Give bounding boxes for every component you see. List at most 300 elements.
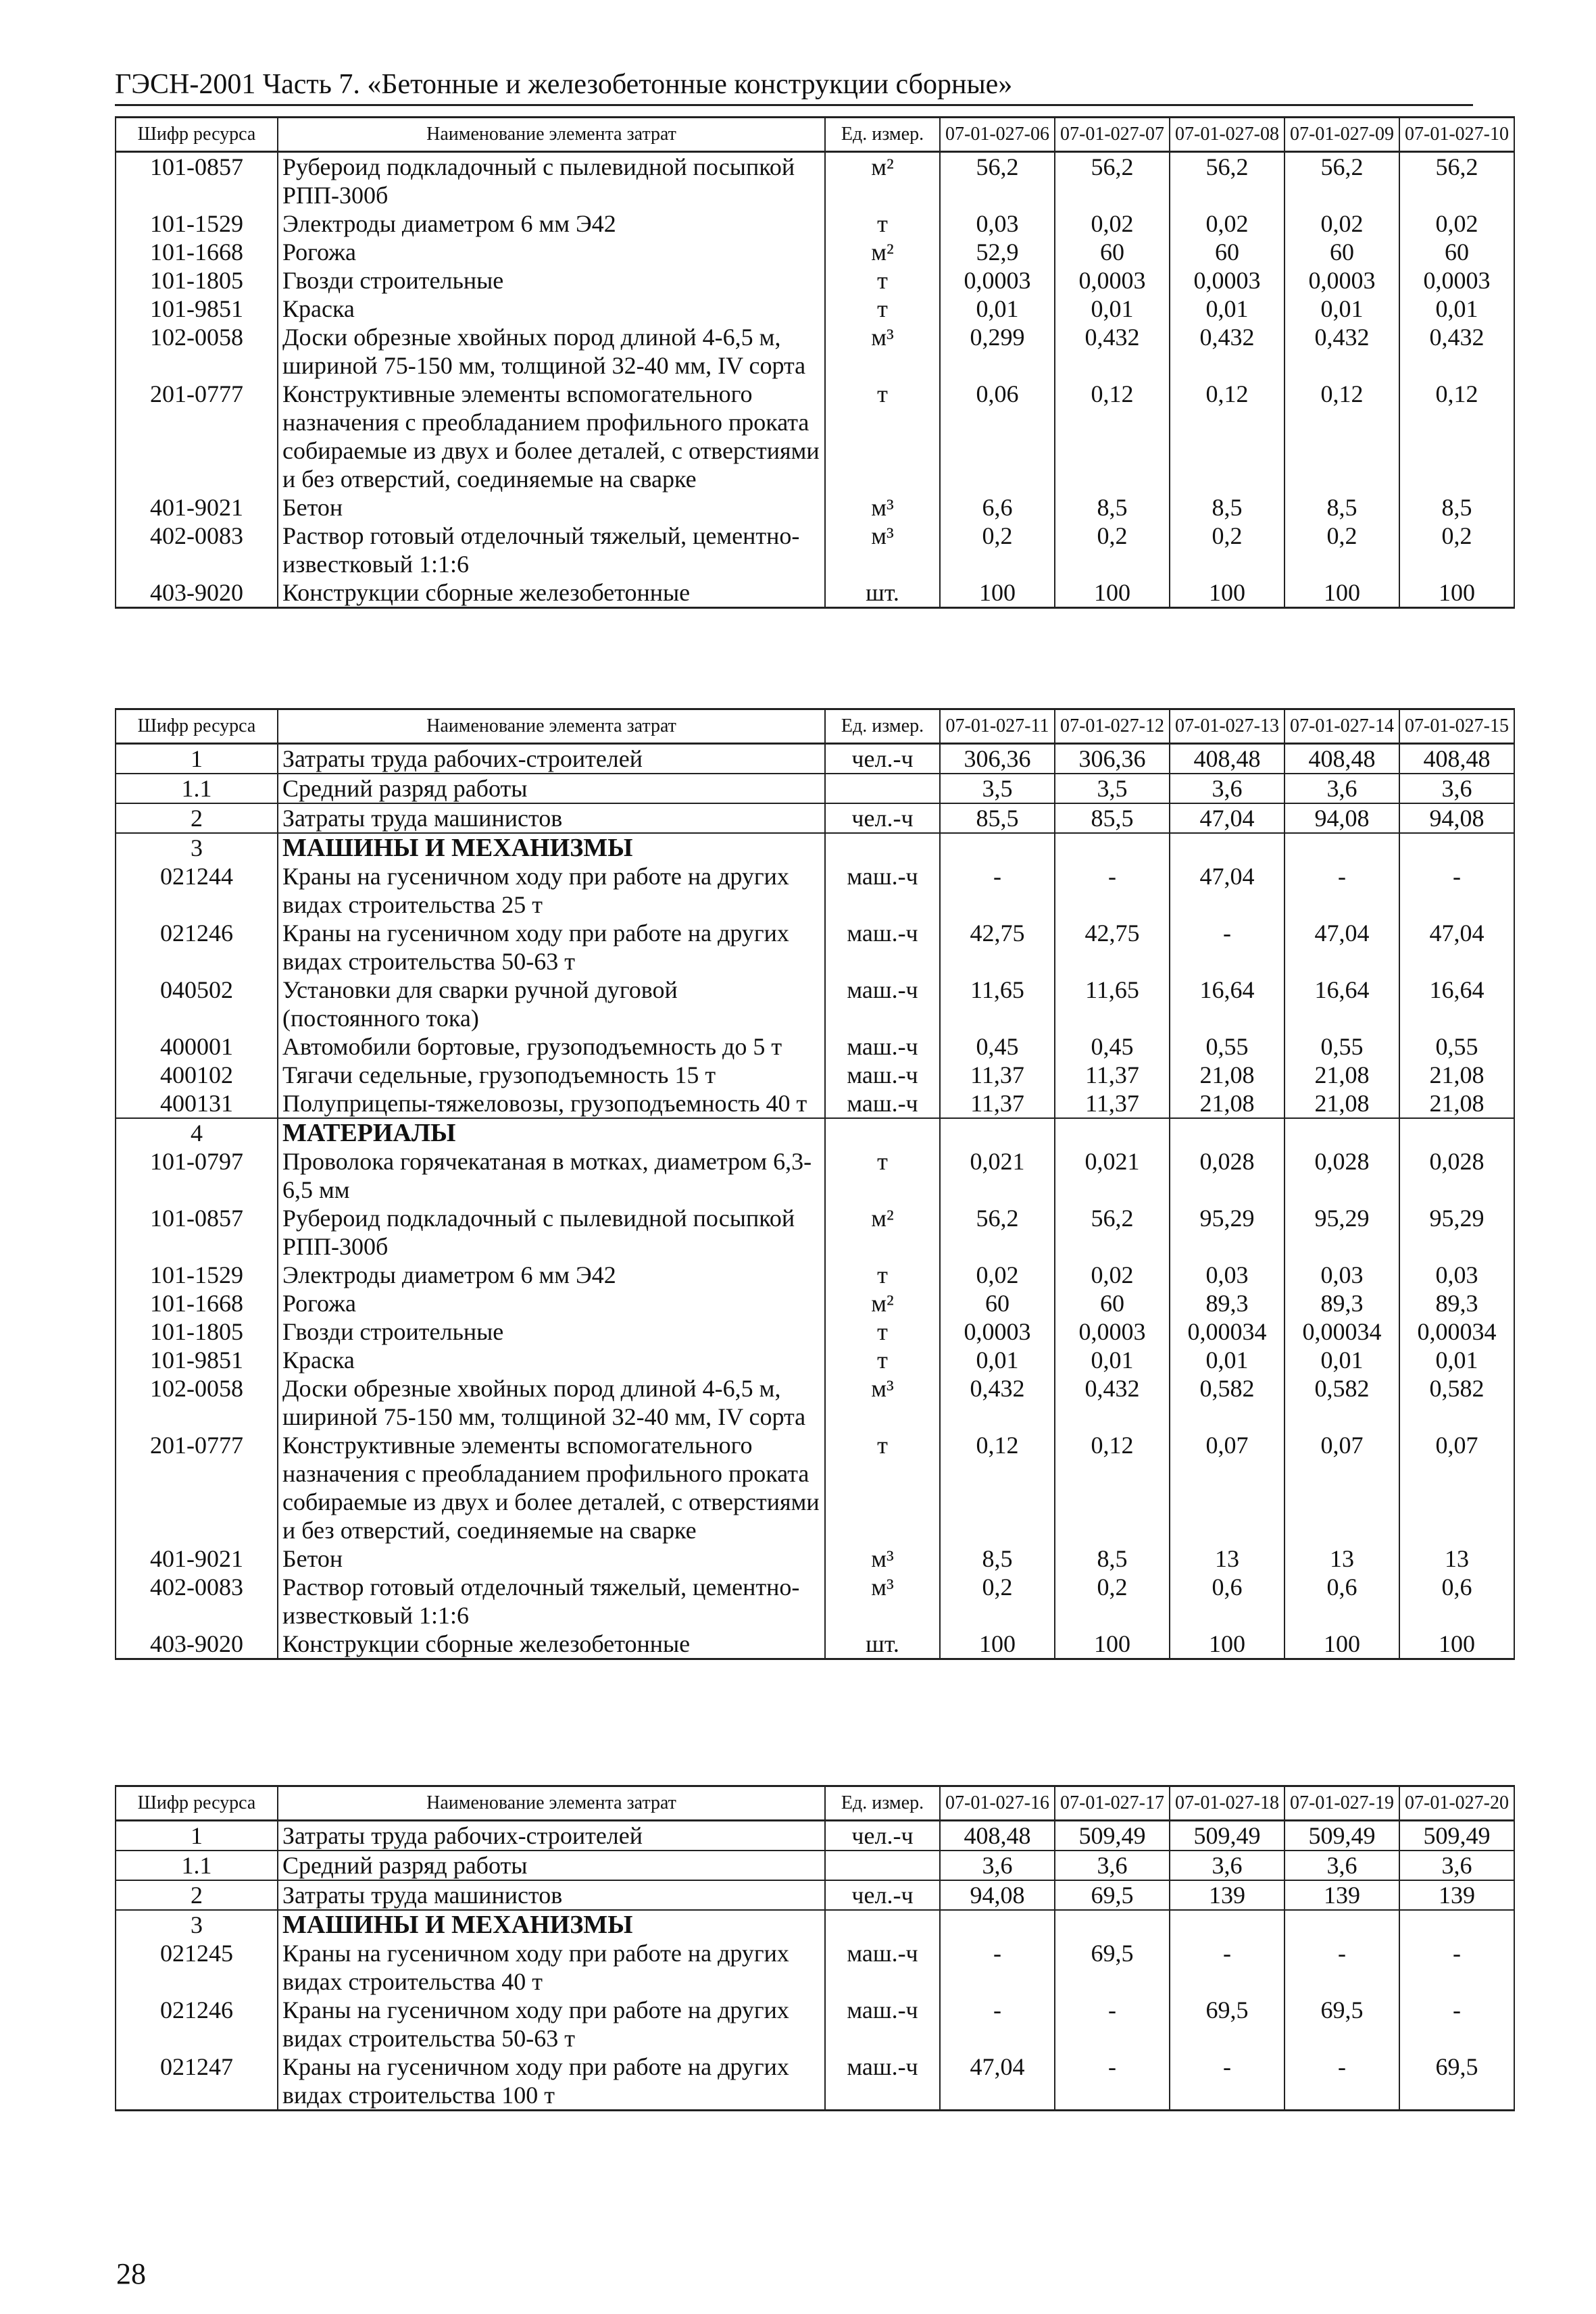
table-row — [116, 1374, 1514, 1431]
norm-value: 0,02 — [1055, 209, 1170, 238]
resource-unit: м² — [825, 1289, 940, 1317]
resource-name: Затраты труда машинистов — [278, 1880, 825, 1910]
norm-value: 0,299 — [940, 323, 1055, 380]
header-norm-code: 07-01-027-20 — [1399, 1786, 1514, 1821]
norm-value: 3,6 — [1399, 1851, 1514, 1880]
header-code: Шифр ресурса — [116, 709, 278, 744]
section-row — [116, 1118, 1514, 1147]
norm-value: 0,01 — [940, 295, 1055, 323]
header-row — [116, 709, 1514, 744]
resource-unit — [825, 1851, 940, 1880]
norm-value: 0,01 — [1285, 295, 1399, 323]
norm-value: 0,00034 — [1170, 1317, 1285, 1346]
norm-value: 0,55 — [1399, 1032, 1514, 1061]
resource-name: Затраты труда рабочих-строителей — [278, 744, 825, 774]
norm-value: - — [1399, 862, 1514, 919]
resource-unit: т — [825, 266, 940, 295]
norm-value: 0,01 — [940, 1346, 1055, 1374]
resource-unit: т — [825, 209, 940, 238]
norm-value: 3,6 — [1285, 1851, 1399, 1880]
norm-value: 0,03 — [1285, 1261, 1399, 1289]
norm-value: 100 — [1399, 578, 1514, 608]
norm-value: 100 — [940, 578, 1055, 608]
header-name: Наименование элемента затрат — [278, 1786, 825, 1821]
resource-name: Затраты труда рабочих-строителей — [278, 1821, 825, 1851]
resource-unit: шт. — [825, 1630, 940, 1659]
table-row — [116, 1880, 1514, 1910]
norm-value: 11,65 — [940, 976, 1055, 1032]
table-row — [116, 1431, 1514, 1544]
table-row — [116, 1939, 1514, 1996]
norm-value: 3,6 — [1399, 774, 1514, 803]
norm-value: 0,432 — [940, 1374, 1055, 1431]
resource-name: Рогожа — [278, 238, 825, 266]
norm-value — [1055, 1118, 1170, 1147]
norm-value: 0,55 — [1285, 1032, 1399, 1061]
table-row — [116, 774, 1514, 803]
header-code: Шифр ресурса — [116, 1786, 278, 1821]
norm-value: 0,12 — [1285, 380, 1399, 493]
norm-value — [1399, 1910, 1514, 1939]
resource-code: 1.1 — [116, 1851, 278, 1880]
resource-code: 102-0058 — [116, 1374, 278, 1431]
norm-value: 0,028 — [1170, 1147, 1285, 1204]
norm-value: 69,5 — [1285, 1996, 1399, 2053]
header-unit: Ед. измер. — [825, 709, 940, 744]
norm-value: 0,06 — [940, 380, 1055, 493]
header-norm-code: 07-01-027-15 — [1399, 709, 1514, 744]
resource-unit: чел.-ч — [825, 1821, 940, 1851]
norm-value: 139 — [1399, 1880, 1514, 1910]
norm-value: 47,04 — [1285, 919, 1399, 976]
resource-unit: т — [825, 1346, 940, 1374]
resource-code: 400102 — [116, 1061, 278, 1089]
norm-value: 0,432 — [1285, 323, 1399, 380]
resource-code: 403-9020 — [116, 578, 278, 608]
table-row — [116, 1346, 1514, 1374]
norm-value: - — [1399, 1939, 1514, 1996]
norm-value: 89,3 — [1285, 1289, 1399, 1317]
resource-unit: т — [825, 1431, 940, 1544]
norm-value: 47,04 — [1170, 803, 1285, 833]
norm-value: 0,2 — [940, 1573, 1055, 1630]
resource-name: Краска — [278, 1346, 825, 1374]
norm-value: 100 — [1170, 1630, 1285, 1659]
norm-value: 0,432 — [1170, 323, 1285, 380]
header-unit: Ед. измер. — [825, 1786, 940, 1821]
norm-value: 509,49 — [1170, 1821, 1285, 1851]
norm-value: 0,01 — [1285, 1346, 1399, 1374]
resource-code: 040502 — [116, 976, 278, 1032]
resource-name: Краны на гусеничном ходу при работе на других видах строительства 100 т — [278, 2053, 825, 2111]
norm-value: 3,6 — [1170, 774, 1285, 803]
norm-value: 0,0003 — [1055, 1317, 1170, 1346]
norm-value: 16,64 — [1285, 976, 1399, 1032]
table-row — [116, 1089, 1514, 1118]
norm-value: - — [940, 1996, 1055, 2053]
resource-name: Гвозди строительные — [278, 1317, 825, 1346]
norm-value: 60 — [1170, 238, 1285, 266]
table-row — [116, 976, 1514, 1032]
header-norm-code: 07-01-027-12 — [1055, 709, 1170, 744]
norm-value: 0,45 — [1055, 1032, 1170, 1061]
resource-unit: м³ — [825, 493, 940, 522]
header-norm-code: 07-01-027-13 — [1170, 709, 1285, 744]
norm-value: 408,48 — [1285, 744, 1399, 774]
norm-value: 100 — [1055, 1630, 1170, 1659]
norm-value: 100 — [1399, 1630, 1514, 1659]
header-norm-code: 07-01-027-14 — [1285, 709, 1399, 744]
norm-value: 306,36 — [940, 744, 1055, 774]
norm-value: 0,12 — [1055, 1431, 1170, 1544]
resource-name: Бетон — [278, 1544, 825, 1573]
norm-value: 8,5 — [1055, 493, 1170, 522]
norm-value — [1399, 833, 1514, 862]
resource-code: 101-0857 — [116, 1204, 278, 1261]
norm-value: 3,6 — [940, 1851, 1055, 1880]
norm-value — [1170, 1910, 1285, 1939]
norm-value: 408,48 — [1399, 744, 1514, 774]
resource-name: Электроды диаметром 6 мм Э42 — [278, 1261, 825, 1289]
norm-value: 0,02 — [1285, 209, 1399, 238]
norm-value: 139 — [1285, 1880, 1399, 1910]
table-row — [116, 1821, 1514, 1851]
norm-value: 100 — [1170, 578, 1285, 608]
norm-value: 56,2 — [1055, 1204, 1170, 1261]
table-row — [116, 266, 1514, 295]
norm-value: 0,45 — [940, 1032, 1055, 1061]
norm-value: 0,0003 — [1285, 266, 1399, 295]
header-row — [116, 118, 1514, 152]
norm-value: 0,03 — [1170, 1261, 1285, 1289]
norm-value: 0,02 — [1055, 1261, 1170, 1289]
resource-code: 4 — [116, 1118, 278, 1147]
resource-code: 2 — [116, 1880, 278, 1910]
norm-value: 89,3 — [1399, 1289, 1514, 1317]
norm-value: 0,021 — [1055, 1147, 1170, 1204]
norm-value: 0,01 — [1055, 1346, 1170, 1374]
norm-table-2 — [115, 708, 1515, 1660]
resource-name: Средний разряд работы — [278, 1851, 825, 1880]
norm-value: 0,6 — [1170, 1573, 1285, 1630]
resource-name: Конструктивные элементы вспомогательного назначения с преобладанием профильного проката собираемые из двух и более деталей, с отверстиями и без отверстий, соединяемые на сварке — [278, 1431, 825, 1544]
resource-name: Раствор готовый отделочный тяжелый, цементно-известковый 1:1:6 — [278, 522, 825, 578]
norm-value — [940, 1118, 1055, 1147]
resource-name: Доски обрезные хвойных пород длиной 4-6,5 м, шириной 75-150 мм, толщиной 32-40 мм, IV сорта — [278, 323, 825, 380]
resource-name: Проволока горячекатаная в мотках, диаметром 6,3-6,5 мм — [278, 1147, 825, 1204]
table-row — [116, 380, 1514, 493]
norm-value: - — [1055, 1996, 1170, 2053]
resource-unit — [825, 774, 940, 803]
norm-value: 408,48 — [940, 1821, 1055, 1851]
norm-value: 0,07 — [1399, 1431, 1514, 1544]
resource-code: 400131 — [116, 1089, 278, 1118]
resource-name: МАШИНЫ И МЕХАНИЗМЫ — [278, 833, 825, 862]
norm-value: 8,5 — [1285, 493, 1399, 522]
norm-value: 0,12 — [1399, 380, 1514, 493]
norm-value: 94,08 — [940, 1880, 1055, 1910]
norm-value: 0,03 — [1399, 1261, 1514, 1289]
norm-value: 60 — [1055, 1289, 1170, 1317]
norm-table-3 — [115, 1785, 1515, 2111]
table-row — [116, 1996, 1514, 2053]
norm-value: 8,5 — [1055, 1544, 1170, 1573]
norm-value: 0,0003 — [940, 1317, 1055, 1346]
norm-value: 100 — [1285, 1630, 1399, 1659]
resource-code: 021246 — [116, 919, 278, 976]
resource-unit: маш.-ч — [825, 1061, 940, 1089]
resource-code: 101-1805 — [116, 1317, 278, 1346]
table-row — [116, 1147, 1514, 1204]
norm-value: 509,49 — [1285, 1821, 1399, 1851]
resource-code: 2 — [116, 803, 278, 833]
resource-name: Краны на гусеничном ходу при работе на других видах строительства 50-63 т — [278, 1996, 825, 2053]
norm-value: 16,64 — [1399, 976, 1514, 1032]
norm-value — [1285, 1910, 1399, 1939]
resource-name: Средний разряд работы — [278, 774, 825, 803]
norm-value: - — [1055, 862, 1170, 919]
norm-value: 0,07 — [1285, 1431, 1399, 1544]
resource-code: 101-1668 — [116, 1289, 278, 1317]
resource-unit: маш.-ч — [825, 862, 940, 919]
norm-value: 0,582 — [1399, 1374, 1514, 1431]
norm-value — [940, 833, 1055, 862]
resource-code: 400001 — [116, 1032, 278, 1061]
section-row — [116, 833, 1514, 862]
norm-value: 3,5 — [940, 774, 1055, 803]
resource-name: Гвозди строительные — [278, 266, 825, 295]
norm-value: 0,0003 — [1055, 266, 1170, 295]
resource-unit: маш.-ч — [825, 976, 940, 1032]
norm-value: 95,29 — [1285, 1204, 1399, 1261]
norm-value — [1285, 1118, 1399, 1147]
norm-value: 100 — [1055, 578, 1170, 608]
resource-code: 101-0857 — [116, 152, 278, 210]
resource-unit: м³ — [825, 1573, 940, 1630]
norm-value: 0,01 — [1170, 1346, 1285, 1374]
norm-value: 21,08 — [1399, 1061, 1514, 1089]
table-row — [116, 862, 1514, 919]
norm-value: 60 — [1285, 238, 1399, 266]
norm-value: 509,49 — [1055, 1821, 1170, 1851]
header-norm-code: 07-01-027-09 — [1285, 118, 1399, 152]
resource-code: 201-0777 — [116, 380, 278, 493]
table-row — [116, 323, 1514, 380]
header-norm-code: 07-01-027-19 — [1285, 1786, 1399, 1821]
norm-value: 60 — [1399, 238, 1514, 266]
resource-unit: маш.-ч — [825, 1032, 940, 1061]
resource-code: 102-0058 — [116, 323, 278, 380]
norm-value: 0,02 — [1399, 209, 1514, 238]
norm-value: 13 — [1170, 1544, 1285, 1573]
resource-name: Рогожа — [278, 1289, 825, 1317]
norm-value: 56,2 — [1055, 152, 1170, 210]
norm-table-1 — [115, 116, 1515, 609]
norm-value: 8,5 — [1170, 493, 1285, 522]
norm-value: 0,0003 — [1399, 266, 1514, 295]
norm-value: 306,36 — [1055, 744, 1170, 774]
resource-code: 402-0083 — [116, 522, 278, 578]
norm-value: 21,08 — [1285, 1061, 1399, 1089]
norm-value: 11,65 — [1055, 976, 1170, 1032]
resource-unit: чел.-ч — [825, 1880, 940, 1910]
norm-value — [1285, 833, 1399, 862]
resource-code: 021246 — [116, 1996, 278, 2053]
norm-value: - — [1055, 2053, 1170, 2111]
resource-name: Автомобили бортовые, грузоподъемность до 5 т — [278, 1032, 825, 1061]
resource-code: 101-1805 — [116, 266, 278, 295]
resource-name: МАШИНЫ И МЕХАНИЗМЫ — [278, 1910, 825, 1939]
norm-value: 47,04 — [940, 2053, 1055, 2111]
norm-value: 3,6 — [1170, 1851, 1285, 1880]
norm-value: - — [1285, 2053, 1399, 2111]
resource-name: Краны на гусеничном ходу при работе на других видах строительства 50-63 т — [278, 919, 825, 976]
norm-value: 21,08 — [1285, 1089, 1399, 1118]
resource-unit: т — [825, 295, 940, 323]
resource-unit: м² — [825, 238, 940, 266]
norm-value: 0,07 — [1170, 1431, 1285, 1544]
resource-name: Рубероид подкладочный с пылевидной посыпкой РПП-300б — [278, 1204, 825, 1261]
resource-code: 402-0083 — [116, 1573, 278, 1630]
table-row — [116, 744, 1514, 774]
resource-code: 101-9851 — [116, 1346, 278, 1374]
resource-unit: т — [825, 1261, 940, 1289]
norm-value: 0,02 — [940, 1261, 1055, 1289]
norm-value: 21,08 — [1170, 1089, 1285, 1118]
norm-value: 0,021 — [940, 1147, 1055, 1204]
resource-name: Тягачи седельные, грузоподъемность 15 т — [278, 1061, 825, 1089]
resource-unit — [825, 1118, 940, 1147]
resource-code: 101-0797 — [116, 1147, 278, 1204]
header-row — [116, 1786, 1514, 1821]
table-row — [116, 2053, 1514, 2111]
norm-value: 85,5 — [1055, 803, 1170, 833]
header-norm-code: 07-01-027-06 — [940, 118, 1055, 152]
norm-value: 0,2 — [1285, 522, 1399, 578]
resource-code: 401-9021 — [116, 1544, 278, 1573]
norm-value: 3,6 — [1285, 774, 1399, 803]
norm-value: 509,49 — [1399, 1821, 1514, 1851]
norm-value: - — [1399, 1996, 1514, 2053]
resource-code: 1 — [116, 1821, 278, 1851]
table-row — [116, 1261, 1514, 1289]
resource-name: Конструктивные элементы вспомогательного назначения с преобладанием профильного проката собираемые из двух и более деталей, с отверстиями и без отверстий, соединяемые на сварке — [278, 380, 825, 493]
table-row — [116, 578, 1514, 608]
section-row — [116, 1910, 1514, 1939]
resource-unit: м² — [825, 152, 940, 210]
resource-unit: маш.-ч — [825, 2053, 940, 2111]
resource-unit: маш.-ч — [825, 1996, 940, 2053]
table-row — [116, 803, 1514, 833]
norm-value: 139 — [1170, 1880, 1285, 1910]
header-norm-code: 07-01-027-10 — [1399, 118, 1514, 152]
norm-value: 16,64 — [1170, 976, 1285, 1032]
page-title: ГЭСН-2001 Часть 7. «Бетонные и железобетонные конструкции сборные» — [115, 68, 1473, 106]
header-norm-code: 07-01-027-16 — [940, 1786, 1055, 1821]
header-name: Наименование элемента затрат — [278, 709, 825, 744]
norm-value: - — [1285, 862, 1399, 919]
resource-code: 3 — [116, 833, 278, 862]
norm-value: 0,6 — [1399, 1573, 1514, 1630]
resource-unit: маш.-ч — [825, 919, 940, 976]
norm-value: 0,02 — [1170, 209, 1285, 238]
norm-value: 100 — [940, 1630, 1055, 1659]
resource-name: Раствор готовый отделочный тяжелый, цементно-известковый 1:1:6 — [278, 1573, 825, 1630]
table-row — [116, 238, 1514, 266]
resource-name: МАТЕРИАЛЫ — [278, 1118, 825, 1147]
norm-value — [1170, 1118, 1285, 1147]
table-row — [116, 1317, 1514, 1346]
norm-value: 0,2 — [1170, 522, 1285, 578]
page-number: 28 — [116, 2257, 146, 2290]
norm-value: 8,5 — [940, 1544, 1055, 1573]
table-row — [116, 1061, 1514, 1089]
header-norm-code: 07-01-027-18 — [1170, 1786, 1285, 1821]
resource-unit: м² — [825, 1204, 940, 1261]
resource-code: 3 — [116, 1910, 278, 1939]
norm-value: 42,75 — [940, 919, 1055, 976]
resource-unit: чел.-ч — [825, 744, 940, 774]
norm-value: 60 — [940, 1289, 1055, 1317]
table-row — [116, 522, 1514, 578]
norm-value: 0,01 — [1170, 295, 1285, 323]
resource-unit: м³ — [825, 1374, 940, 1431]
resource-unit: шт. — [825, 578, 940, 608]
header-norm-code: 07-01-027-07 — [1055, 118, 1170, 152]
resource-code: 1.1 — [116, 774, 278, 803]
norm-value: 21,08 — [1170, 1061, 1285, 1089]
norm-value: 42,75 — [1055, 919, 1170, 976]
norm-value: 0,432 — [1055, 323, 1170, 380]
norm-value: - — [940, 862, 1055, 919]
table-row — [116, 1851, 1514, 1880]
table-row — [116, 1630, 1514, 1659]
resource-code: 101-1529 — [116, 1261, 278, 1289]
resource-name: Краска — [278, 295, 825, 323]
table-row — [116, 493, 1514, 522]
norm-value: 56,2 — [940, 152, 1055, 210]
norm-value: 0,2 — [1055, 522, 1170, 578]
resource-unit: чел.-ч — [825, 803, 940, 833]
resource-code: 101-1529 — [116, 209, 278, 238]
norm-value: 100 — [1285, 578, 1399, 608]
norm-value: 47,04 — [1170, 862, 1285, 919]
resource-code: 101-1668 — [116, 238, 278, 266]
resource-name: Доски обрезные хвойных пород длиной 4-6,5 м, шириной 75-150 мм, толщиной 32-40 мм, IV сорта — [278, 1374, 825, 1431]
norm-value: 0,01 — [1399, 295, 1514, 323]
norm-value: 56,2 — [1399, 152, 1514, 210]
norm-value: 69,5 — [1055, 1939, 1170, 1996]
norm-value: 0,0003 — [940, 266, 1055, 295]
norm-value: 0,12 — [1055, 380, 1170, 493]
resource-unit — [825, 1910, 940, 1939]
table-row — [116, 1204, 1514, 1261]
norm-value: 0,12 — [1170, 380, 1285, 493]
norm-value: 0,00034 — [1399, 1317, 1514, 1346]
resource-code: 401-9021 — [116, 493, 278, 522]
norm-value: 0,2 — [940, 522, 1055, 578]
norm-value: 0,2 — [1055, 1573, 1170, 1630]
norm-value: 0,028 — [1285, 1147, 1399, 1204]
norm-value: 0,00034 — [1285, 1317, 1399, 1346]
resource-unit: т — [825, 1147, 940, 1204]
norm-value: 94,08 — [1399, 803, 1514, 833]
resource-code: 201-0777 — [116, 1431, 278, 1544]
table-row — [116, 209, 1514, 238]
norm-value: - — [940, 1939, 1055, 1996]
norm-value: 11,37 — [940, 1089, 1055, 1118]
header-code: Шифр ресурса — [116, 118, 278, 152]
